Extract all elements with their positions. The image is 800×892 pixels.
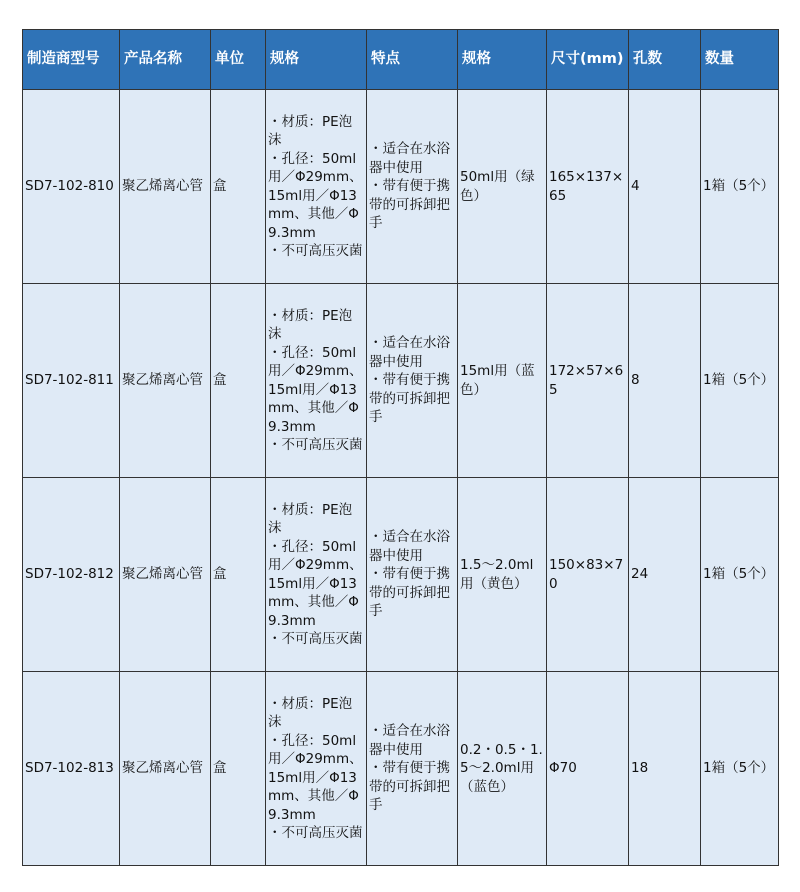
table-row bbox=[23, 672, 779, 866]
cell-model: SD7-102-810 bbox=[23, 90, 120, 284]
header-unit: 单位 bbox=[211, 30, 266, 90]
header-model: 制造商型号 bbox=[23, 30, 120, 90]
cell-product-name: 聚乙烯离心管 bbox=[120, 672, 211, 866]
header-quantity: 数量 bbox=[701, 30, 779, 90]
spec-line: ・材质：PE泡沫 bbox=[268, 307, 353, 342]
spec-line: ・孔径：50ml用／Φ29mm、15ml用／Φ13mm、其他／Φ9.3mm bbox=[268, 732, 363, 823]
cell-product-name: 聚乙烯离心管 bbox=[120, 284, 211, 478]
header-spec-2: 规格 bbox=[458, 30, 547, 90]
spec-line: ・孔径：50ml用／Φ29mm、15ml用／Φ13mm、其他／Φ9.3mm bbox=[268, 344, 363, 435]
cell-spec bbox=[266, 672, 367, 866]
table-row bbox=[23, 284, 779, 478]
cell-holes: 8 bbox=[629, 284, 701, 478]
spec-line: ・不可高压灭菌 bbox=[268, 825, 363, 841]
cell-unit: 盒 bbox=[211, 90, 266, 284]
spec-line: ・材质：PE泡沫 bbox=[268, 113, 353, 148]
header-product-name: 产品名称 bbox=[120, 30, 211, 90]
cell-features bbox=[367, 90, 458, 284]
cell-size: Φ70 bbox=[547, 672, 629, 866]
feature-line: ・适合在水浴器中使用 bbox=[369, 141, 450, 176]
cell-model: SD7-102-812 bbox=[23, 478, 120, 672]
header-row bbox=[23, 30, 779, 90]
spec-line: ・材质：PE泡沫 bbox=[268, 501, 353, 536]
cell-spec-2: 50ml用（绿色） bbox=[458, 90, 547, 284]
cell-holes: 18 bbox=[629, 672, 701, 866]
feature-line: ・适合在水浴器中使用 bbox=[369, 335, 450, 370]
cell-quantity: 1箱（5个） bbox=[701, 672, 779, 866]
feature-line: ・带有便于携带的可拆卸把手 bbox=[369, 372, 450, 426]
header-holes: 孔数 bbox=[629, 30, 701, 90]
cell-unit: 盒 bbox=[211, 672, 266, 866]
cell-product-name: 聚乙烯离心管 bbox=[120, 90, 211, 284]
cell-spec-2: 15ml用（蓝色） bbox=[458, 284, 547, 478]
spec-line: ・不可高压灭菌 bbox=[268, 437, 363, 453]
product-spec-table bbox=[22, 29, 779, 866]
table-header bbox=[23, 30, 779, 90]
table-body bbox=[23, 90, 779, 866]
cell-holes: 24 bbox=[629, 478, 701, 672]
cell-features bbox=[367, 478, 458, 672]
cell-features bbox=[367, 284, 458, 478]
cell-unit: 盒 bbox=[211, 284, 266, 478]
cell-size: 172×57×65 bbox=[547, 284, 629, 478]
cell-spec bbox=[266, 90, 367, 284]
cell-holes: 4 bbox=[629, 90, 701, 284]
feature-line: ・适合在水浴器中使用 bbox=[369, 529, 450, 564]
cell-spec-2: 0.2・0.5・1.5～2.0ml用（蓝色） bbox=[458, 672, 547, 866]
feature-line: ・适合在水浴器中使用 bbox=[369, 723, 450, 758]
spec-line: ・孔径：50ml用／Φ29mm、15ml用／Φ13mm、其他／Φ9.3mm bbox=[268, 150, 363, 241]
cell-quantity: 1箱（5个） bbox=[701, 90, 779, 284]
table-row bbox=[23, 478, 779, 672]
cell-size: 150×83×70 bbox=[547, 478, 629, 672]
feature-line: ・带有便于携带的可拆卸把手 bbox=[369, 760, 450, 814]
feature-line: ・带有便于携带的可拆卸把手 bbox=[369, 178, 450, 232]
cell-size: 165×137×65 bbox=[547, 90, 629, 284]
cell-features bbox=[367, 672, 458, 866]
feature-line: ・带有便于携带的可拆卸把手 bbox=[369, 566, 450, 620]
header-features: 特点 bbox=[367, 30, 458, 90]
cell-quantity: 1箱（5个） bbox=[701, 284, 779, 478]
table-row bbox=[23, 90, 779, 284]
header-spec: 规格 bbox=[266, 30, 367, 90]
cell-spec bbox=[266, 284, 367, 478]
spec-line: ・材质：PE泡沫 bbox=[268, 695, 353, 730]
spec-line: ・不可高压灭菌 bbox=[268, 631, 363, 647]
spec-line: ・不可高压灭菌 bbox=[268, 243, 363, 259]
header-size: 尺寸(mm) bbox=[547, 30, 629, 90]
cell-model: SD7-102-811 bbox=[23, 284, 120, 478]
cell-spec-2: 1.5～2.0ml用（黄色） bbox=[458, 478, 547, 672]
cell-product-name: 聚乙烯离心管 bbox=[120, 478, 211, 672]
cell-unit: 盒 bbox=[211, 478, 266, 672]
cell-quantity: 1箱（5个） bbox=[701, 478, 779, 672]
cell-model: SD7-102-813 bbox=[23, 672, 120, 866]
cell-spec bbox=[266, 478, 367, 672]
spec-line: ・孔径：50ml用／Φ29mm、15ml用／Φ13mm、其他／Φ9.3mm bbox=[268, 538, 363, 629]
